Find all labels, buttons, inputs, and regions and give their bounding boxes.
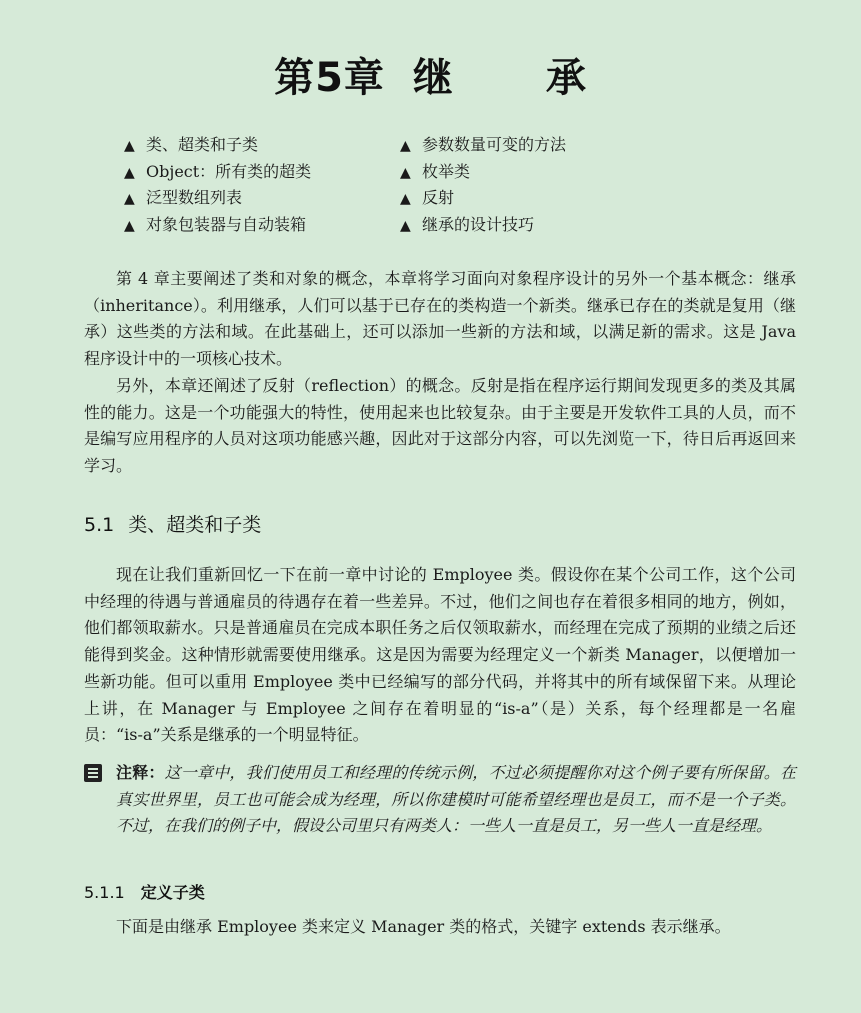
chapter-title-part1: 继 xyxy=(412,55,454,101)
contents-item xyxy=(124,159,311,186)
intro-paragraph-1: 第 4 章主要阐述了类和对象的概念，本章将学习面向对象程序设计的另外一个基本概念：继承（inheritance）。利用继承，人们可以基于已存在的类构造一个新类。继承已存在的类就是复用（继承）这些类的方法和域。在此基础上，还可以添加一些新的方法和域，以满足新的需求。这是 Java 程序设计中的一项核心技术。 xyxy=(84,269,796,369)
section-heading xyxy=(84,510,261,537)
contents-item xyxy=(400,212,566,239)
note-text xyxy=(116,760,796,840)
triangle-bullet-icon: ▲ xyxy=(124,164,135,181)
contents-item xyxy=(124,132,311,159)
note-content: 这一章中，我们使用员工和经理的传统示例，不过必须提醒你对这个例子要有所保留。在真实世界里，员工也可能会成为经理，所以你建模时可能希望经理也是员工，而不是一个子类。不过，在我们的例子中，假设公司里只有两类人：一些人一直是员工，另一些人一直是经理。 xyxy=(116,763,796,836)
note-icon xyxy=(84,764,102,782)
chapter-title-part2: 承 xyxy=(545,55,587,101)
triangle-bullet-icon: ▲ xyxy=(124,191,135,207)
note-label: 注释： xyxy=(116,763,165,782)
triangle-bullet-icon: ▲ xyxy=(124,138,135,154)
chapter-number: 第5章 xyxy=(274,55,385,101)
section-title: 类、超类和子类 xyxy=(128,514,262,536)
chapter-title xyxy=(0,46,861,103)
section-paragraph: 现在让我们重新回忆一下在前一章中讨论的 Employee 类。假设你在某个公司工作，这个公司中经理的待遇与普通雇员的待遇存在着一些差异。不过，他们之间也存在着很多相同的地方，例如，他们都领取薪水。只是普通雇员在完成本职任务之后仅领取薪水，而经理在完成了预期的业绩之后还能得到奖金。这种情形就需要使用继承。这是因为需要为经理定义一个新类 Manager，以便增加一些新功能。但可以重用 Employee 类中已经编写的部分代码，并将其中的所有域保留下来。从理论上讲，在 Manager 与 Employee 之间存在着明显的“is-a”（是）关系，每个经理都是一名雇员：“is-a”关系是继承的一个明显特征。 xyxy=(84,565,796,745)
section-number: 5.1 xyxy=(84,514,115,536)
triangle-bullet-icon: ▲ xyxy=(400,217,411,234)
contents-item-label: 枚举类 xyxy=(422,161,471,181)
intro-paragraph-2: 另外，本章还阐述了反射（reflection）的概念。反射是指在程序运行期间发现更多的类及其属性的能力。这是一个功能强大的特性，使用起来也比较复杂。由于主要是开发软件工具的人员，而不是编写应用程序的人员对这项功能感兴趣，因此对于这部分内容，可以先浏览一下，待日后再返回来学习。 xyxy=(84,376,796,476)
subsection-paragraph: 下面是由继承 Employee 类来定义 Manager 类的格式，关键字 extends 表示继承。 xyxy=(116,917,731,936)
contents-item xyxy=(400,185,566,212)
triangle-bullet-icon: ▲ xyxy=(124,217,135,234)
contents-item-label: 参数数量可变的方法 xyxy=(422,135,567,154)
contents-item xyxy=(124,185,311,212)
triangle-bullet-icon: ▲ xyxy=(400,138,411,154)
contents-item xyxy=(400,132,566,159)
subsection-heading xyxy=(84,880,205,903)
triangle-bullet-icon: ▲ xyxy=(400,191,411,207)
contents-column-right xyxy=(400,132,566,238)
subsection-number: 5.1.1 xyxy=(84,883,125,902)
contents-item-label: 对象包装器与自动装箱 xyxy=(146,214,307,234)
contents-item-label: 继承的设计技巧 xyxy=(422,214,535,234)
contents-item-label: 泛型数组列表 xyxy=(146,188,243,207)
contents-item-label: 类、超类和子类 xyxy=(146,135,259,154)
contents-column-left xyxy=(124,132,311,238)
note-box xyxy=(84,760,796,840)
contents-item xyxy=(124,212,311,239)
contents-item-label: Object：所有类的超类 xyxy=(146,161,312,181)
contents-item xyxy=(400,159,566,186)
triangle-bullet-icon: ▲ xyxy=(400,164,411,181)
contents-item-label: 反射 xyxy=(422,188,455,207)
subsection-title: 定义子类 xyxy=(140,883,205,902)
